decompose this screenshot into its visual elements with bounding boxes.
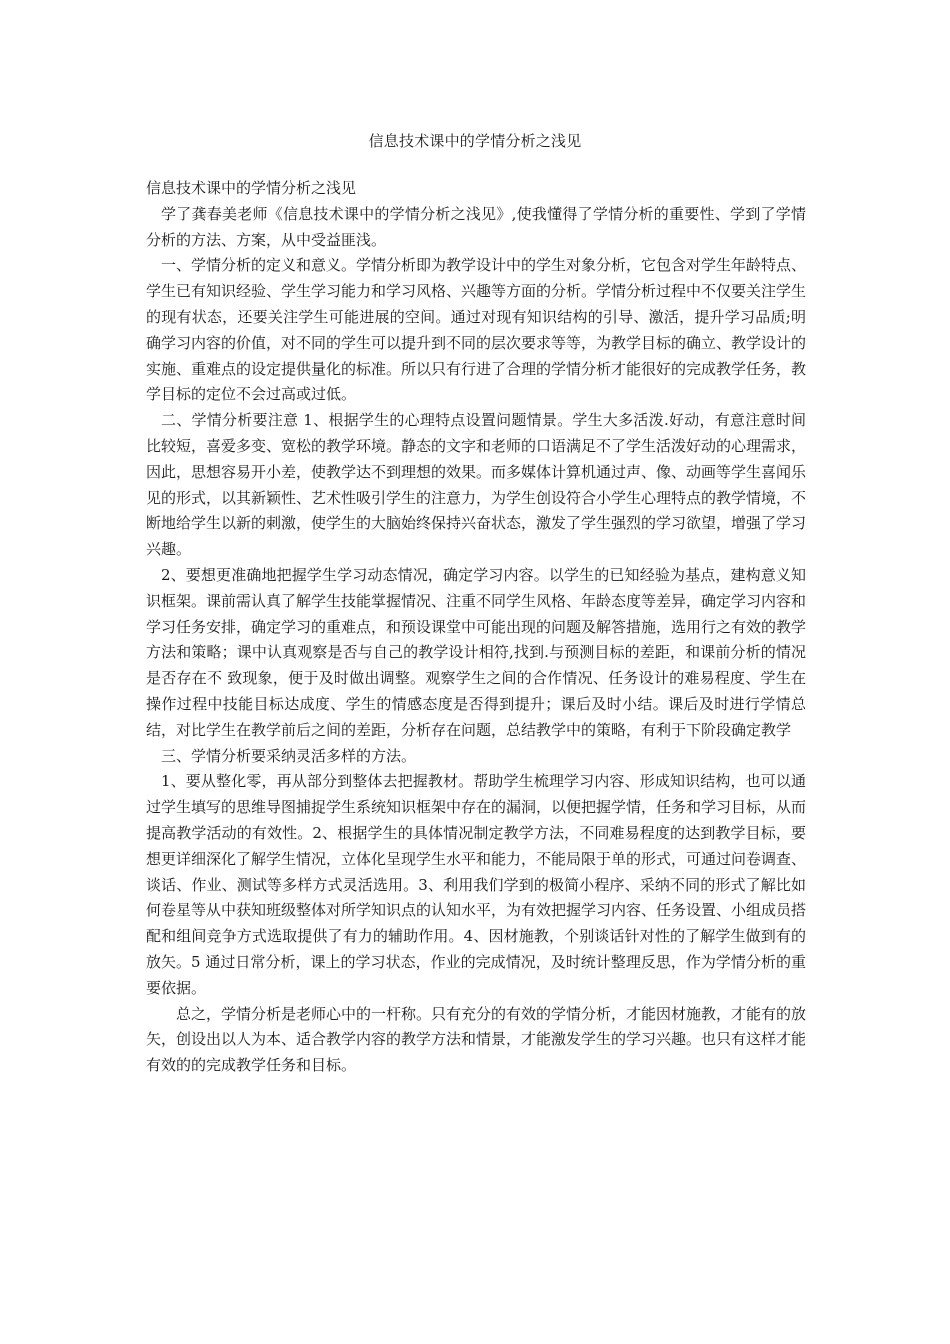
- paragraph-section-3-heading: 三、学情分析要采纳灵活多样的方法。: [161, 746, 417, 765]
- paragraph-section-2: 二、学情分析要注意 1、根据学生的心理特点设置问题情景。学生大多活泼.好动，有意注意时间比较短，喜爱多变、宽松的教学环境。静态的文字和老师的口语满足不了学生活泼好动的心理需求，因此，思想容易开小差，使教学达不到理想的效果。而多媒体计算机通过声、像、动画等学生喜闻乐见的形式，以其新颖性、艺术性吸引学生的注意力，为学生创设符合小学生心理特点的教学情境，不断地给学生以新的刺激，使学生的大脑始终保持兴奋状态，激发了学生强烈的学习欲望，增强了学习兴趣。: [146, 411, 807, 559]
- paragraph-section-2-point-2: 2、要想更准确地把握学生学习动态情况，确定学习内容。以学生的已知经验为基点，建构意义知识框架。课前需认真了解学生技能掌握情况、注重不同学生风格、年龄态度等差异，确定学习内容和学习任务安排，确定学习的重难点，和预设课堂中可能出现的问题及解答措施，选用行之有效的教学方法和策略；课中认真观察是否与自己的教学设计相符,找到.与预测目标的差距，和课前分析的情况是否存在不 致现象，便于及时做出调整。观察学生之间的合作情况、任务设计的难易程度、学生在操作过程中技能目标达成度、学生的情感态度是否得到提升；课后及时小结。课后及时进行学情总结，对比学生在教学前后之间的差距，分析存在问题，总结教学中的策略，有利于下阶段确定教学: [146, 565, 807, 739]
- paragraph-conclusion: 总之，学情分析是老师心中的一杆称。只有充分的有效的学情分析，才能因材施教，才能有的放矢，创设出以人为本、适合教学内容的教学方法和情景，才能激发学生的学习兴趣。也只有这样才能有效的的完成教学任务和目标。: [146, 1004, 807, 1075]
- document-body: [146, 176, 806, 1079]
- paragraph-section-3-methods: 1、要从整化零，再从部分到整体去把握教材。帮助学生梳理学习内容、形成知识结构，也可以通过学生填写的思维导图捕捉学生系统知识框架中存在的漏洞，以便把握学情，任务和学习目标，从而提高教学活动的有效性。2、根据学生的具体情况制定教学方法，不同难易程度的达到教学目标，要想更详细深化了解学生情况，立体化呈现学生水平和能力，不能局限于单的形式，可通过问卷调查、谈话、作业、测试等多样方式灵活选用。3、利用我们学到的极简小程序、采纳不同的形式了解比如何卷星等从中获知班级整体对所学知识点的认知水平，为有效把握学习内容、任务设置、小组成员搭配和组间竞争方式选取提供了有力的辅助作用。4、因材施教，个别谈话针对性的了解学生做到有的放矢。5 通过日常分析，课上的学习状态，作业的完成情况，及时统计整理反思，作为学情分析的重要依据。: [146, 772, 807, 997]
- paragraph-section-1: 一、学情分析的定义和意义。学情分析即为教学设计中的学生对象分析，它包含对学生年龄特点、学生已有知识经验、学生学习能力和学习风格、兴趣等方面的分析。学情分析过程中不仅要关注学生的现有状态，还要关注学生可能进展的空间。通过对现有知识结构的引导、激活，提升学习品质;明确学习内容的价值，对不同的学生可以提升到不同的层次要求等等，为教学目标的确立、教学设计的实施、重难点的设定提供量化的标准。所以只有行进了合理的学情分析才能很好的完成教学任务，教学目标的定位不会过高或过低。: [146, 256, 807, 404]
- body-heading: 信息技术课中的学情分析之浅见: [146, 179, 357, 197]
- document-title: 信息技术课中的学情分析之浅见: [368, 132, 582, 150]
- paragraph-intro: 学了龚春美老师《信息技术课中的学情分析之浅见》,使我懂得了学情分析的重要性、学到了学情分析的方法、方案，从中受益匪浅。: [146, 204, 806, 249]
